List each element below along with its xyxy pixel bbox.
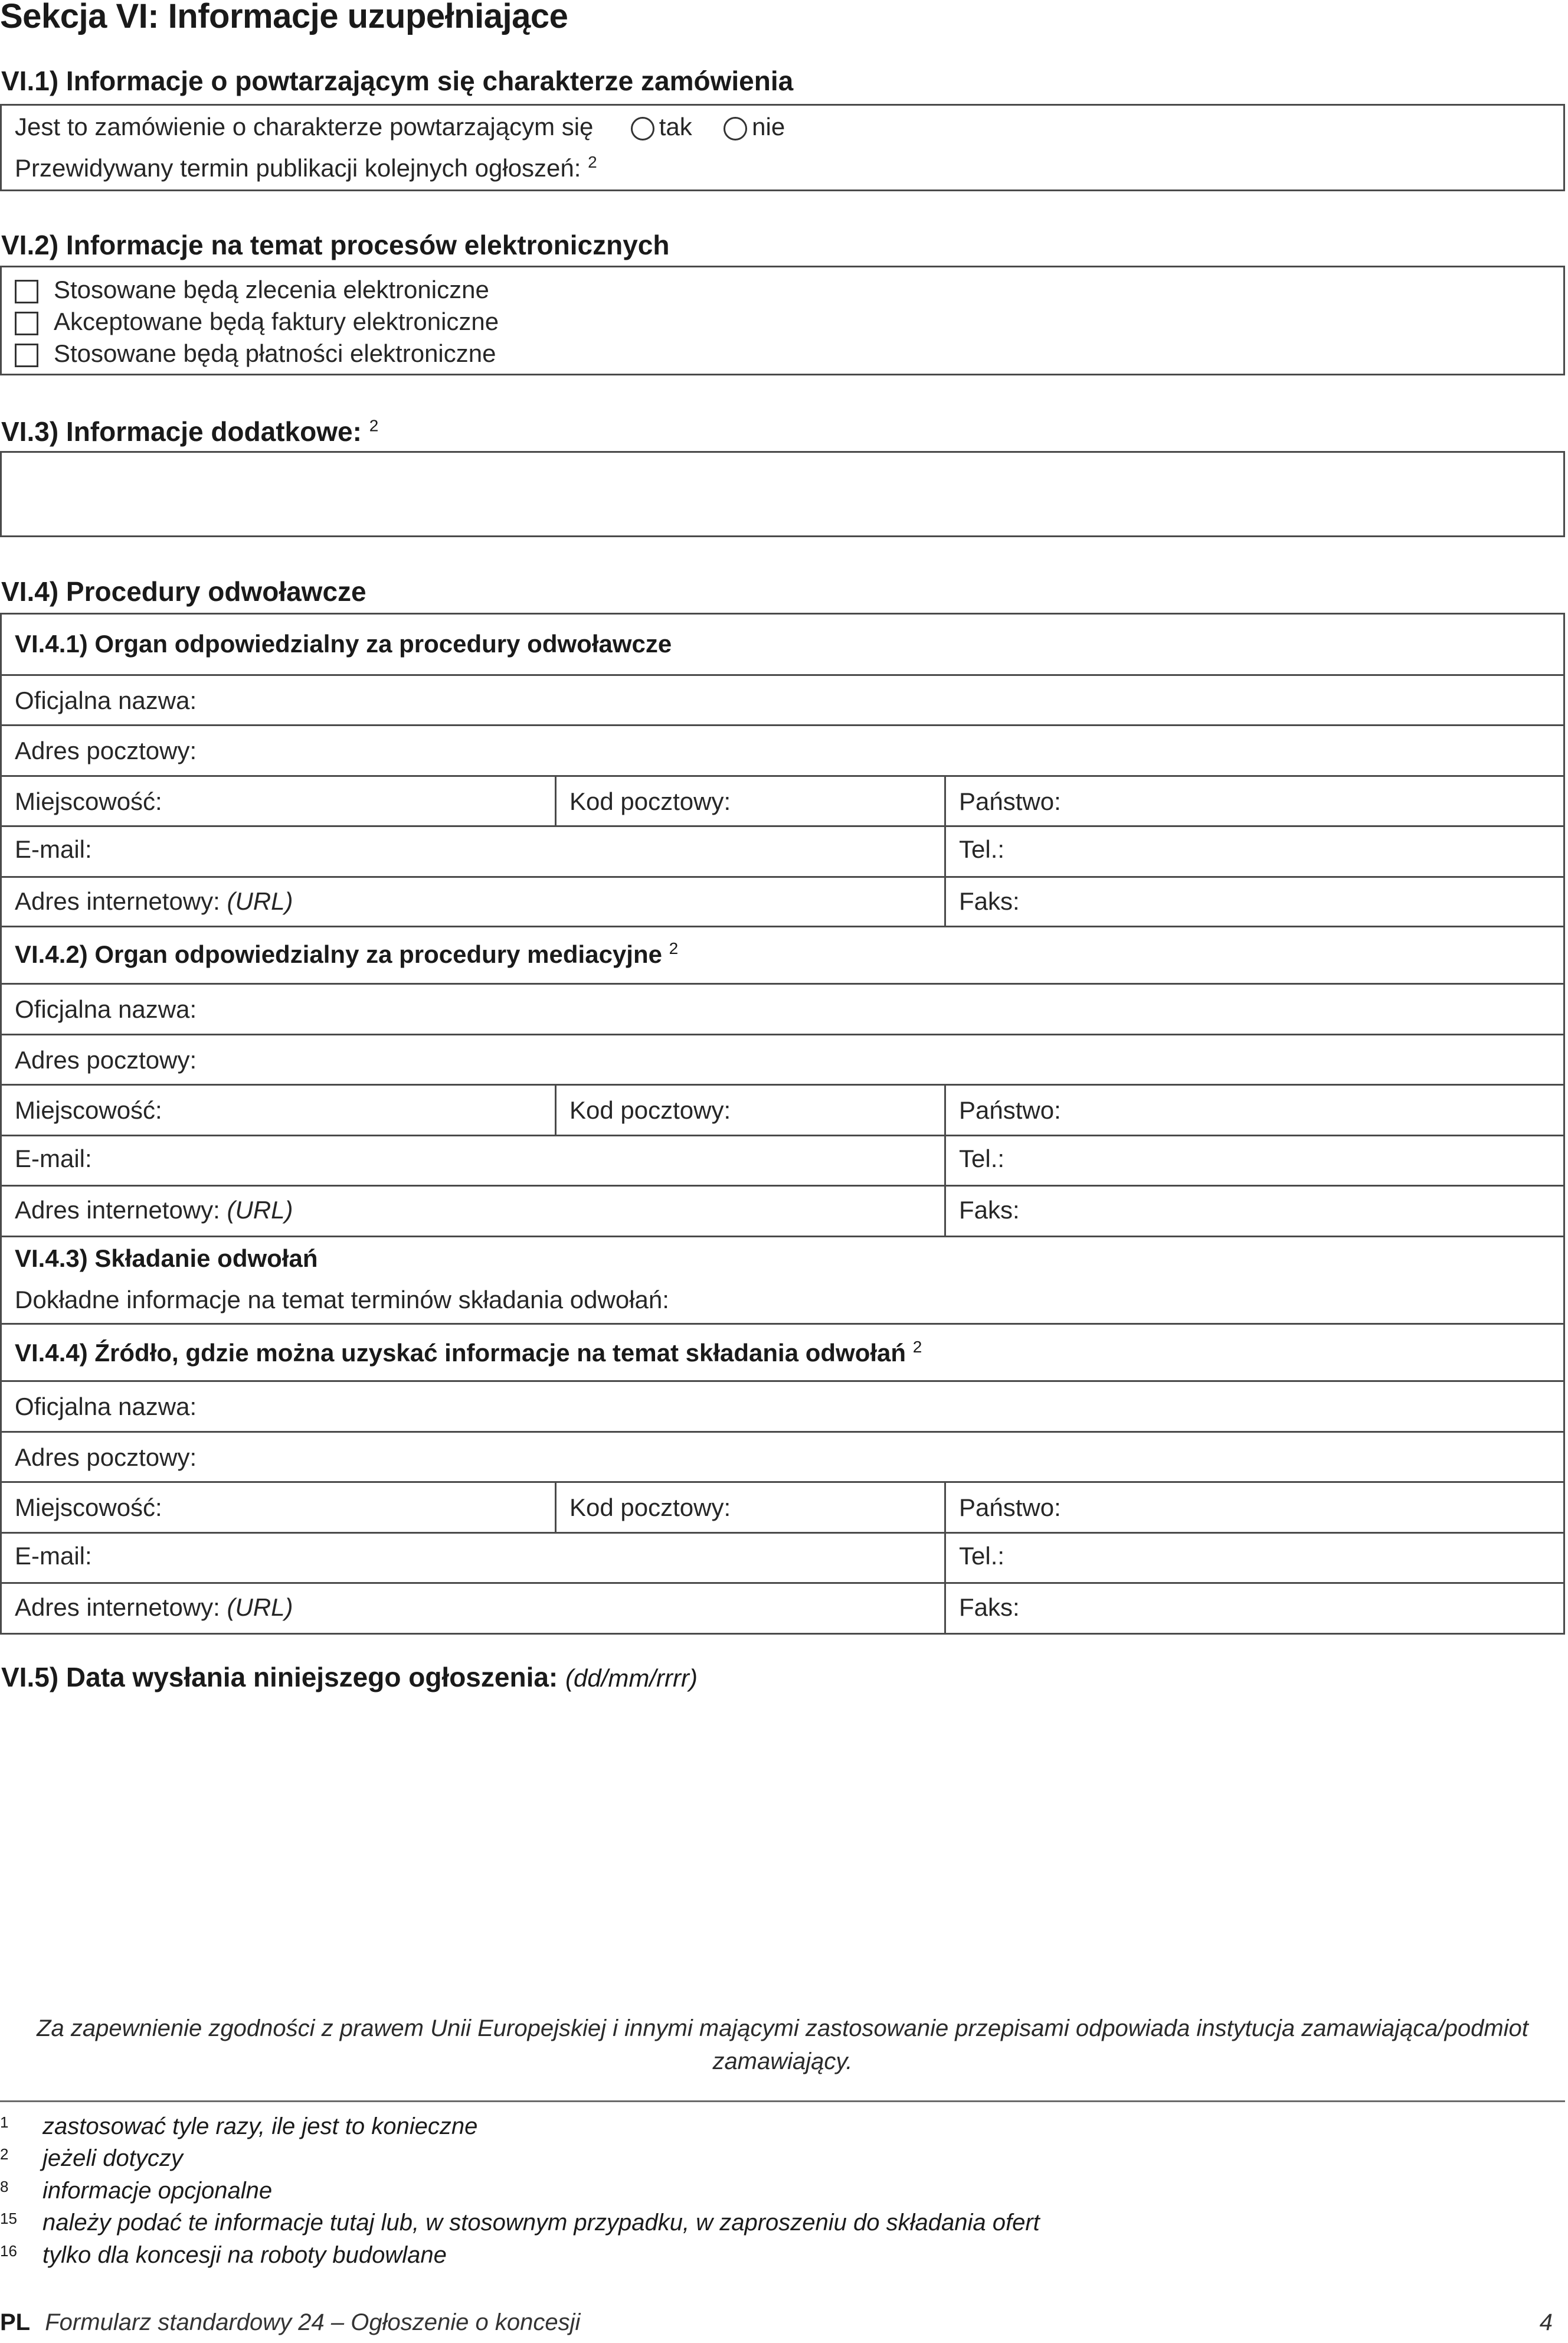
b2-internet-label [15, 1196, 293, 1224]
section-title: Sekcja VI: Informacje uzupełniające [0, 0, 568, 35]
b1-official-name-row[interactable] [0, 674, 1565, 726]
vi1-heading: VI.1) Informacje o powtarzającym się charakterze zamówienia [1, 66, 794, 96]
vi41-title-text: VI.4.1) Organ odpowiedzialny za procedury odwoławcze [15, 630, 672, 658]
b1-country-cell[interactable] [946, 777, 1563, 825]
b1-internet-label [15, 887, 293, 916]
next-publication-row [15, 153, 597, 182]
footnote-15 [0, 2210, 1040, 2236]
b2-postal-code-label: Kod pocztowy: [569, 1096, 731, 1124]
b3-official-name-label: Oficjalna nazwa: [15, 1393, 197, 1420]
b3-fax-label: Faks: [959, 1593, 1020, 1621]
b1-fax-label: Faks: [959, 887, 1020, 915]
footnote-2 [0, 2145, 183, 2172]
b1-url-text: (URL) [227, 887, 293, 915]
b2-town-row [0, 1086, 1565, 1136]
b2-official-name-label: Oficjalna nazwa: [15, 995, 197, 1023]
b1-tel-cell[interactable] [946, 827, 1563, 876]
additional-info-field[interactable] [0, 451, 1565, 537]
b3-internet-text: Adres internetowy: [15, 1593, 220, 1621]
b2-email-row [0, 1136, 1565, 1187]
footnote-8 [0, 2178, 272, 2204]
b2-email-cell[interactable] [2, 1136, 946, 1185]
b2-postal-address-label: Adres pocztowy: [15, 1046, 197, 1074]
b2-fax-label: Faks: [959, 1196, 1020, 1224]
b1-email-cell[interactable] [2, 827, 946, 876]
b3-postal-code-cell[interactable] [557, 1483, 946, 1532]
vi5-date-format: (dd/mm/rrrr) [565, 1664, 698, 1692]
vi3-footnote: 2 [369, 416, 379, 435]
vi4-heading: VI.4) Procedury odwoławcze [1, 576, 366, 607]
b1-official-name-label: Oficjalna nazwa: [15, 687, 197, 714]
vi43-title: VI.4.3) Składanie odwołań [15, 1244, 318, 1272]
vi44-title-text: VI.4.4) Źródło, gdzie można uzyskać informacje na temat składania odwołań [15, 1339, 906, 1367]
footnote-16-number: 16 [0, 2242, 17, 2260]
b1-town-row [0, 777, 1565, 827]
radio-no-label: nie [752, 113, 785, 140]
vi42-title-text: VI.4.2) Organ odpowiedzialny za procedury mediacyjne [15, 940, 662, 968]
b3-email-cell[interactable] [2, 1534, 946, 1582]
disclaimer [0, 2012, 1565, 2078]
b2-country-cell[interactable] [946, 1086, 1563, 1135]
vi44-footnote: 2 [912, 1338, 922, 1356]
footnote-16 [0, 2242, 447, 2269]
vi2-heading: VI.2) Informacje na temat procesów elektronicznych [1, 230, 670, 260]
b1-email-label: E-mail: [15, 835, 92, 863]
b3-country-cell[interactable] [946, 1483, 1563, 1532]
b3-email-row [0, 1534, 1565, 1584]
page-number: 4 [1539, 2309, 1553, 2335]
b2-url-text: (URL) [227, 1196, 293, 1224]
b1-postal-address-label: Adres pocztowy: [15, 737, 197, 764]
check-row-orders [15, 276, 489, 304]
b1-fax-cell[interactable] [946, 878, 1563, 926]
b2-internet-row [0, 1187, 1565, 1237]
next-publication-footnote: 2 [588, 153, 597, 171]
vi3-heading-text: VI.3) Informacje dodatkowe: [1, 416, 362, 447]
disclaimer-line1: Za zapewnienie zgodności z prawem Unii Europejskiej i innymi mającymi zastosowanie przepisami odpowiada instytucja zamawiająca/podmiot [37, 2015, 1528, 2041]
b2-postal-address-row[interactable] [0, 1035, 1565, 1086]
b3-town-label: Miejscowość: [15, 1494, 162, 1521]
next-publication-label: Przewidywany termin publikacji kolejnych ogłoszeń: [15, 154, 581, 182]
b3-email-label: E-mail: [15, 1542, 92, 1570]
footnote-2-text: jeżeli dotyczy [42, 2145, 183, 2171]
b3-postal-code-label: Kod pocztowy: [569, 1494, 731, 1521]
check-label-e-invoices: Akceptowane będą faktury elektroniczne [54, 308, 499, 335]
footnote-1 [0, 2113, 477, 2140]
vi2-box [0, 266, 1565, 375]
b2-fax-cell[interactable] [946, 1187, 1563, 1236]
checkbox-e-payments[interactable] [15, 344, 38, 367]
footnote-16-text: tylko dla koncesji na roboty budowlane [42, 2242, 447, 2268]
radio-no[interactable] [724, 117, 747, 140]
recurrent-question-text: Jest to zamówienie o charakterze powtarzającym się [15, 113, 594, 140]
b1-postal-code-cell[interactable] [557, 777, 946, 825]
vi43-deadline-label: Dokładne informacje na temat terminów składania odwołań: [15, 1286, 669, 1313]
vi41-header [0, 613, 1565, 674]
radio-yes[interactable] [631, 117, 654, 140]
b1-postal-code-label: Kod pocztowy: [569, 787, 731, 815]
b1-tel-label: Tel.: [959, 835, 1005, 863]
page-footer [0, 2309, 580, 2336]
b3-postal-address-label: Adres pocztowy: [15, 1443, 197, 1471]
b2-email-label: E-mail: [15, 1145, 92, 1172]
b3-town-row [0, 1483, 1565, 1534]
vi5-heading-text: VI.5) Data wysłania niniejszego ogłoszenia: [1, 1662, 558, 1692]
vi44-title [15, 1338, 922, 1367]
b1-town-cell[interactable] [2, 777, 557, 825]
b2-tel-cell[interactable] [946, 1136, 1563, 1185]
vi44-header [0, 1325, 1565, 1382]
check-label-e-orders: Stosowane będą zlecenia elektroniczne [54, 276, 489, 303]
b3-tel-label: Tel.: [959, 1542, 1005, 1570]
footnote-8-text: informacje opcjonalne [42, 2178, 273, 2204]
b2-internet-text: Adres internetowy: [15, 1196, 220, 1224]
footnote-1-number: 1 [0, 2113, 9, 2131]
vi42-footnote: 2 [669, 939, 679, 958]
check-row-payments [15, 339, 496, 368]
footer-form-name: Formularz standardowy 24 – Ogłoszenie o koncesji [45, 2309, 581, 2335]
b1-internet-row [0, 878, 1565, 927]
b1-town-label: Miejscowość: [15, 787, 162, 815]
b1-country-label: Państwo: [959, 787, 1061, 815]
radio-yes-label: tak [659, 113, 692, 140]
vi42-title [15, 939, 678, 969]
b3-internet-row [0, 1584, 1565, 1635]
check-label-e-payments: Stosowane będą płatności elektroniczne [54, 339, 496, 367]
footnote-15-text: należy podać te informacje tutaj lub, w stosownym przypadku, w zaproszeniu do składania ofert [42, 2210, 1040, 2236]
b3-official-name-row[interactable] [0, 1382, 1565, 1433]
b2-tel-label: Tel.: [959, 1145, 1005, 1172]
b3-internet-label [15, 1593, 293, 1622]
b3-town-cell[interactable] [2, 1483, 557, 1532]
b2-official-name-row[interactable] [0, 985, 1565, 1035]
vi43-block[interactable] [0, 1237, 1565, 1325]
b3-country-label: Państwo: [959, 1494, 1061, 1521]
b2-town-label: Miejscowość: [15, 1096, 162, 1124]
b1-postal-address-row[interactable] [0, 726, 1565, 777]
vi5-heading [1, 1661, 698, 1693]
recurrent-question [15, 113, 785, 141]
b2-country-label: Państwo: [959, 1096, 1061, 1124]
vi1-box [0, 104, 1565, 191]
b3-postal-address-row[interactable] [0, 1433, 1565, 1483]
checkbox-e-invoices[interactable] [15, 312, 38, 335]
footnote-15-number: 15 [0, 2210, 17, 2227]
b2-postal-code-cell[interactable] [557, 1086, 946, 1135]
footnote-8-number: 8 [0, 2178, 9, 2195]
checkbox-e-orders[interactable] [15, 280, 38, 303]
vi41-title [15, 630, 672, 658]
vi42-header [0, 927, 1565, 985]
b3-fax-cell[interactable] [946, 1584, 1563, 1633]
footnote-1-text: zastosować tyle razy, ile jest to konieczne [42, 2113, 478, 2139]
b2-town-cell[interactable] [2, 1086, 557, 1135]
vi3-heading [1, 416, 378, 447]
b1-internet-cell[interactable] [2, 878, 946, 926]
b1-internet-text: Adres internetowy: [15, 887, 220, 915]
b1-email-row [0, 827, 1565, 878]
b3-internet-cell[interactable] [2, 1584, 946, 1633]
disclaimer-line2: zamawiający. [712, 2048, 853, 2074]
footer-lang: PL [0, 2309, 31, 2335]
footnote-2-number: 2 [0, 2145, 9, 2163]
b3-url-text: (URL) [227, 1593, 293, 1621]
footnote-separator [0, 2100, 1565, 2102]
b3-tel-cell[interactable] [946, 1534, 1563, 1582]
check-row-invoices [15, 308, 499, 336]
b2-internet-cell[interactable] [2, 1187, 946, 1236]
